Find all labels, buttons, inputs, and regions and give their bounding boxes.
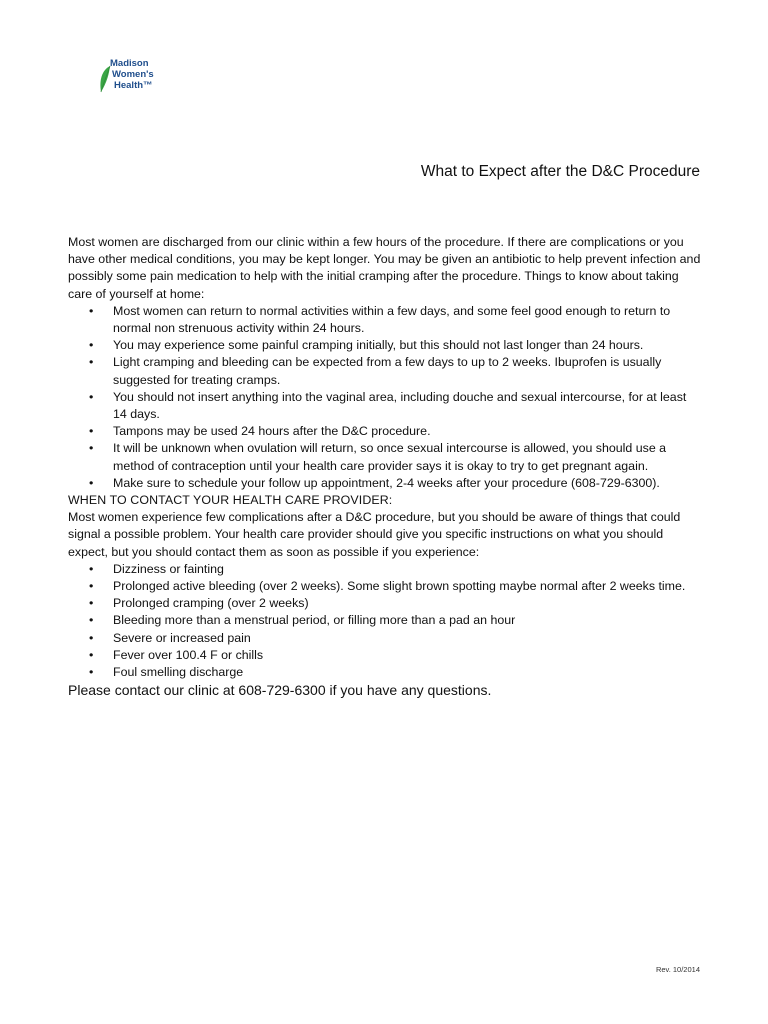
logo-line-3: Health™ <box>114 80 153 91</box>
list-item: • It will be unknown when ovulation will return, so once sexual intercourse is allowed, you should use a method of contraception until your health care provider says it is okay to try to get pregnant again. <box>68 440 701 474</box>
list-item: • Severe or increased pain <box>68 630 701 647</box>
revision-date: Rev. 10/2014 <box>655 965 700 974</box>
list-item: • You may experience some painful cramping initially, but this should not last longer than 24 hours. <box>68 337 701 354</box>
list-item: • Prolonged active bleeding (over 2 weeks). Some slight brown spotting maybe normal after 2 weeks time. <box>68 578 701 595</box>
document-body <box>68 234 701 699</box>
home-care-list <box>68 303 701 492</box>
list-item: • Most women can return to normal activities within a few days, and some feel good enough to return to normal non strenuous activity within 24 hours. <box>68 303 701 337</box>
list-item: • Prolonged cramping (over 2 weeks) <box>68 595 701 612</box>
warning-signs-list <box>68 561 701 681</box>
contact-intro-paragraph: Most women experience few complications after a D&C procedure, but you should be aware of things that could signal a possible problem. Your health care provider should give you specific instructions on what you should expect, but you should contact them as soon as possible if you experience: <box>68 510 681 559</box>
list-item: • Bleeding more than a menstrual period, or filling more than a pad an hour <box>68 612 701 629</box>
list-item: • Make sure to schedule your follow up appointment, 2-4 weeks after your procedure (608-729-6300). <box>68 475 701 492</box>
closing-contact-line: Please contact our clinic at 608-729-6300 if you have any questions. <box>68 682 492 699</box>
list-item: • Dizziness or fainting <box>68 561 701 578</box>
list-item: • You should not insert anything into the vaginal area, including douche and sexual intercourse, for at least 14 days. <box>68 389 701 423</box>
list-item: • Fever over 100.4 F or chills <box>68 647 701 664</box>
list-item: • Tampons may be used 24 hours after the D&C procedure. <box>68 423 701 440</box>
logo-line-1: Madison <box>110 58 149 69</box>
list-item: • Light cramping and bleeding can be expected from a few days to up to 2 weeks. Ibuprofen is usually suggested for treating cramps. <box>68 354 701 388</box>
list-item: • Foul smelling discharge <box>68 664 701 681</box>
intro-paragraph: Most women are discharged from our clinic within a few hours of the procedure. If there are complications or you have other medical conditions, you may be kept longer. You may be given an antibiotic to help prevent infection and possibly some pain medication to help with the initial cramping after the procedure. Things to know about taking care of yourself at home: <box>68 235 701 301</box>
logo-line-2: Women's <box>112 69 154 80</box>
contact-heading: WHEN TO CONTACT YOUR HEALTH CARE PROVIDER: <box>68 493 393 508</box>
clinic-logo <box>98 58 178 94</box>
logo-wordmark <box>110 58 154 91</box>
page-title: What to Expect after the D&C Procedure <box>420 163 700 180</box>
